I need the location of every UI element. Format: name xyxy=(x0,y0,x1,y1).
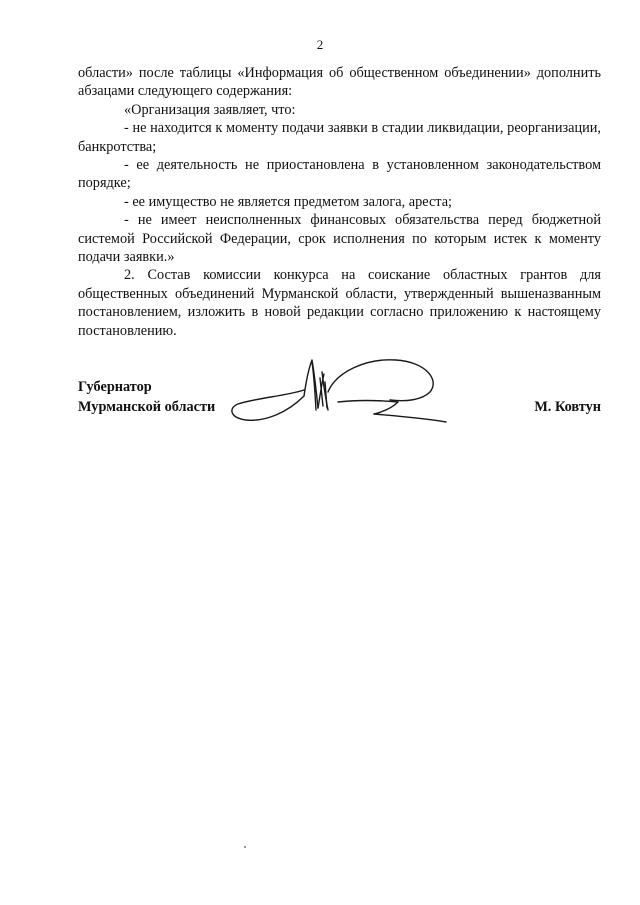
paragraph-obligations: - не имеет неисполненных финансовых обязательства перед бюджетной системой Российской Федерации, срок исполнения по которым истек к моменту подачи заявки.» xyxy=(78,212,601,266)
document-body xyxy=(78,64,601,340)
paragraph-suspension: - ее деятельность не приостановлена в установленном законодательством порядке; xyxy=(78,157,601,192)
paragraph-commission: 2. Состав комиссии конкурса на соискание областных грантов для общественных объединений Мурманской области, утвержденный вышеназванным постановлением, изложить в новой редакции согласно приложению к настоящему постановлению. xyxy=(78,267,601,339)
scan-artifact xyxy=(244,846,246,848)
paragraph-declaration: «Организация заявляет, что: xyxy=(124,101,296,118)
signatory-title-line2: Мурманской области xyxy=(78,399,216,415)
signatory-title-line1: Губернатор xyxy=(78,379,152,395)
page-number: 2 xyxy=(316,37,324,52)
signature-block xyxy=(78,377,601,437)
signatory-name: М. Ковтун xyxy=(534,399,601,415)
paragraph-property: - ее имущество не является предметом залога, ареста; xyxy=(124,193,453,210)
paragraph-liquidation: - не находится к моменту подачи заявки в стадии ликвидации, реорганизации, банкротства; xyxy=(78,120,601,155)
signatory-title xyxy=(78,377,215,417)
paragraph-intro: области» после таблицы «Информация об общественном объединении» дополнить абзацами следующего содержания: xyxy=(78,65,601,100)
